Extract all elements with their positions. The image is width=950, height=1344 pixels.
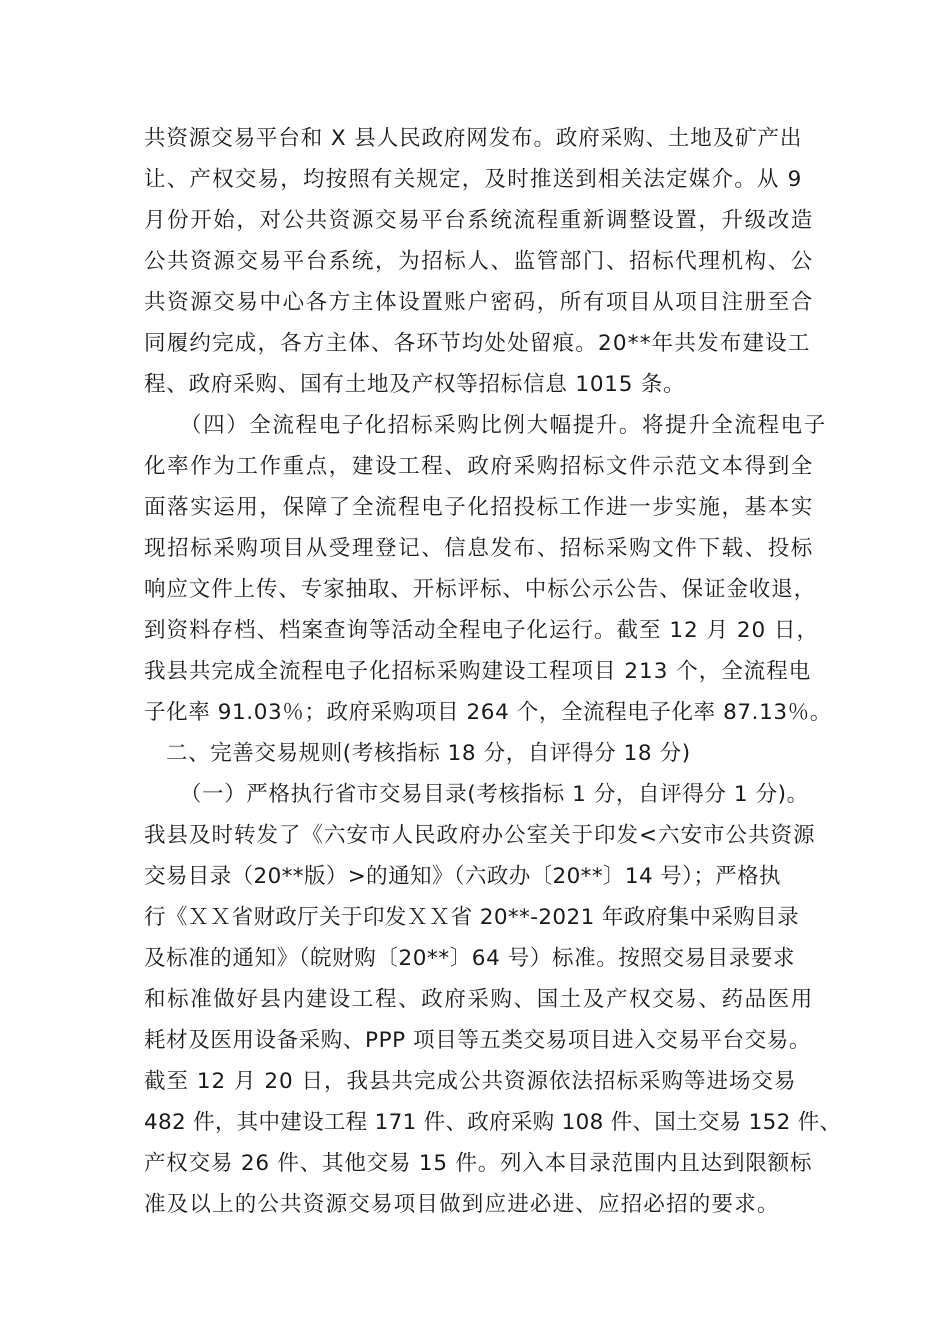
text-line: 482 件，其中建设工程 171 件、政府采购 108 件、国土交易 152 件、 <box>144 1110 842 1135</box>
text-line: 耗材及医用设备采购、PPP 项目等五类交易项目进入交易平台交易。 <box>144 1028 811 1053</box>
text-line: 到资料存档、档案查询等活动全程电子化运行。截至 12 月 20 日， <box>144 618 820 643</box>
text-line: 子化率 91.03％；政府采购项目 264 个，全流程电子化率 87.13％。 <box>144 700 832 725</box>
text-line: 行《ＸＸ省财政厅关于印发ＸＸ省 20**-2021 年政府集中采购目录 <box>144 905 800 930</box>
text-line: 现招标采购项目从受理登记、信息发布、招标采购文件下载、投标 <box>144 536 814 561</box>
text-line: 我县及时转发了《六安市人民政府办公室关于印发<六安市公共资源 <box>144 823 816 848</box>
text-line: 程、政府采购、国有土地及产权等招标信息 1015 条。 <box>144 372 686 397</box>
text-line: 同履约完成，各方主体、各环节均处处留痕。20**年共发布建设工 <box>144 331 811 356</box>
text-line: 化率作为工作重点，建设工程、政府采购招标文件示范文本得到全 <box>144 454 814 479</box>
text-line: 准及以上的公共资源交易项目做到应进必进、应招必招的要求。 <box>144 1192 780 1217</box>
paragraph-heading-1: （一）严格执行省市交易目录(考核指标 1 分，自评得分 1 分)。 <box>180 782 809 807</box>
text-line: 面落实运用，保障了全流程电子化招投标工作进一步实施，基本实 <box>144 495 814 520</box>
text-line: 及标准的通知》（皖财购〔20**〕64 号）标准。按照交易目录要求 <box>144 946 796 971</box>
paragraph-heading-4: （四）全流程电子化招标采购比例大幅提升。将提升全流程电子 <box>180 413 827 438</box>
text-line: 响应文件上传、专家抽取、开标评标、中标公示公告、保证金收退， <box>144 577 817 602</box>
section-heading-2: 二、完善交易规则(考核指标 18 分，自评得分 18 分) <box>166 741 691 766</box>
text-line: 共资源交易中心各方主体设置账户密码，所有项目从项目注册至合 <box>144 290 814 315</box>
text-line: 交易目录（20**版）>的通知》（六政办〔20**〕14 号）；严格执 <box>144 864 781 889</box>
text-line: 我县共完成全流程电子化招标采购建设工程项目 213 个，全流程电 <box>144 659 812 684</box>
text-line: 月份开始，对公共资源交易平台系统流程重新调整设置，升级改造 <box>144 208 814 233</box>
text-line: 公共资源交易平台系统，为招标人、监管部门、招标代理机构、公 <box>144 249 814 274</box>
text-line: 产权交易 26 件、其他交易 15 件。列入本目录范围内且达到限额标 <box>144 1151 813 1176</box>
document-body <box>144 118 842 1225</box>
text-line: 和标准做好县内建设工程、政府采购、国土及产权交易、药品医用 <box>144 987 814 1012</box>
text-line: 让、产权交易，均按照有关规定，及时推送到相关法定媒介。从 9 <box>144 167 803 192</box>
text-line: 截至 12 月 20 日，我县共完成公共资源依法招标采购等进场交易 <box>144 1069 797 1094</box>
text-line: 共资源交易平台和 X 县人民政府网发布。政府采购、土地及矿产出 <box>144 126 803 151</box>
